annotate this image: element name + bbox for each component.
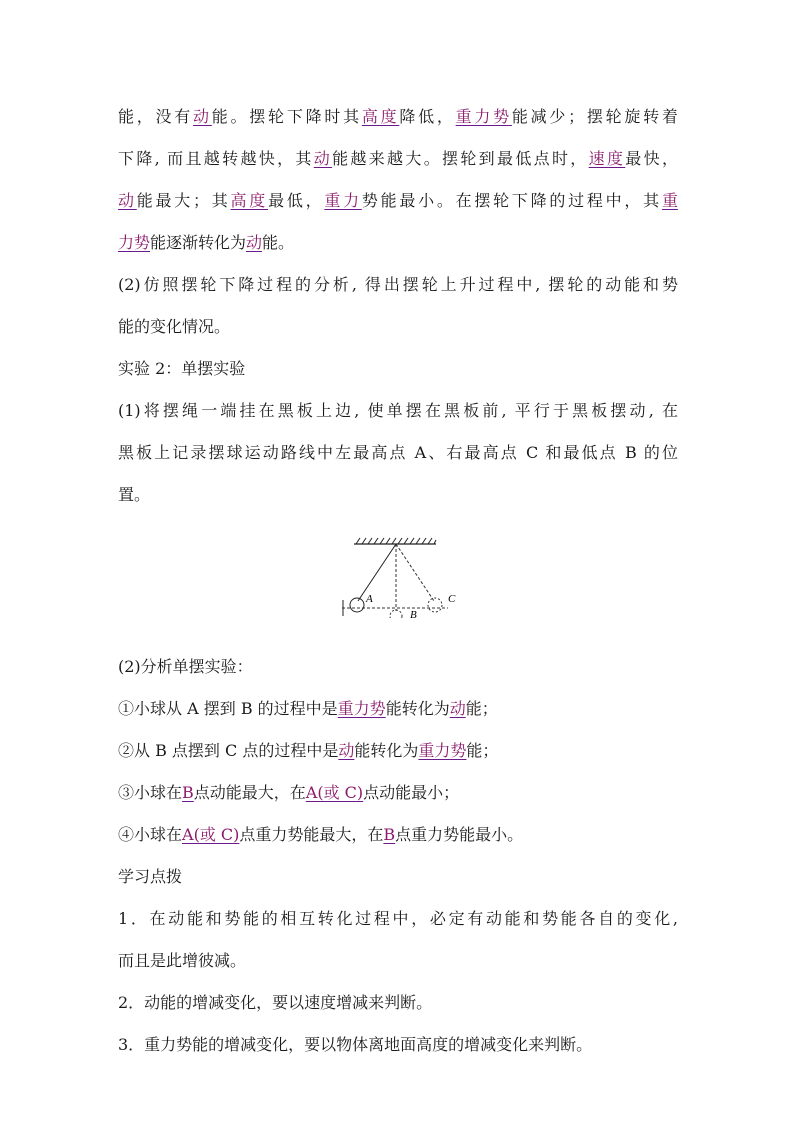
text: 点重力势能最大，在 (239, 825, 384, 844)
document-page (118, 96, 678, 1066)
list-item (118, 772, 678, 814)
answer-blank: 重 (661, 191, 678, 210)
tip-line: 而且是此增彼减。 (118, 951, 247, 970)
paragraph-line: 能的变化情况。 (118, 317, 231, 336)
list-item (118, 688, 678, 730)
section-heading: 实验 2：单摆实验 (118, 359, 246, 378)
label-b: B (410, 609, 417, 618)
text: 点重力势能最小。 (395, 825, 524, 844)
text: 能转化为 (354, 741, 419, 760)
text: 点动能最小； (363, 783, 460, 802)
paragraph-line: (2)分析单摆实验： (118, 657, 253, 676)
ball-b (390, 610, 402, 618)
right-string (396, 544, 434, 601)
section-heading: 学习点拨 (118, 867, 183, 886)
text: 能。 (262, 233, 295, 252)
paragraph-line: (2)仿照摆轮下降过程的分析, 得出摆轮上升过程中, 摆轮的动能和势 (118, 275, 678, 294)
label-a: A (366, 593, 373, 605)
answer-blank: 高度 (230, 191, 269, 210)
text: 最快， (625, 149, 678, 168)
paragraph-line: 黑板上记录摆球运动路线中左最高点 A、右最高点 C 和最低点 B 的位 (118, 443, 678, 462)
text: 能减少；摆轮旋转着 (511, 107, 678, 126)
text: 下降, 而且越转越快，其 (118, 149, 314, 168)
answer-blank: 速度 (588, 149, 626, 168)
text: 势能最小。在摆轮下降的过程中，其 (361, 191, 662, 210)
text: 能最大；其 (136, 191, 231, 210)
answer-blank: 动 (449, 699, 466, 718)
paragraph-line (118, 180, 678, 222)
tip-line: 2．动能的增减变化，要以速度增减来判断。 (118, 993, 433, 1012)
text: ③小球在 (118, 783, 183, 802)
text: 能； (465, 699, 498, 718)
text: 能逐渐转化为 (150, 233, 247, 252)
answer-blank: 动 (338, 741, 355, 760)
paragraph-line: 置。 (118, 485, 151, 504)
paragraph-line (118, 222, 678, 264)
ball-c (428, 598, 442, 612)
answer-blank: 重力势 (418, 741, 467, 760)
label-c: C (448, 593, 456, 605)
answer-blank: 动 (193, 107, 212, 126)
list-item (118, 814, 678, 856)
answer-blank: A(或 C) (182, 825, 240, 844)
text: ②从 B 点摆到 C 点的过程中是 (118, 741, 339, 760)
pendulum-string (358, 544, 396, 601)
answer-blank: 重力 (324, 191, 362, 210)
text: ④小球在 (118, 825, 183, 844)
tip-line: 3．重力势能的增减变化，要以物体离地面高度的增减变化来判断。 (118, 1035, 593, 1054)
answer-blank: 高度 (361, 107, 400, 126)
paragraph-line (118, 96, 678, 138)
ceiling (354, 538, 436, 544)
paragraph-line (118, 138, 678, 180)
text: 点动能最大，在 (193, 783, 306, 802)
ball-a (350, 598, 364, 612)
text: 能越来越大。摆轮到最低点时， (332, 149, 589, 168)
answer-blank: 动 (313, 149, 333, 168)
text: 能转化为 (385, 699, 450, 718)
answer-blank: B (383, 825, 396, 844)
answer-blank: 动 (118, 191, 137, 210)
answer-blank: 动 (246, 233, 263, 252)
answer-blank: A(或 C) (305, 783, 364, 802)
text: ①小球从 A 摆到 B 的过程中是 (118, 699, 338, 718)
pendulum-figure (118, 516, 678, 646)
text: 能。摆轮下降时其 (211, 107, 362, 126)
text: 能，没有 (118, 107, 194, 126)
tip-line: 1．在动能和势能的相互转化过程中，必定有动能和势能各自的变化, (118, 909, 678, 928)
text: 降低， (399, 107, 456, 126)
paragraph-line: (1)将摆绳一端挂在黑板上边, 使单摆在黑板前, 平行于黑板摆动, 在 (118, 401, 678, 420)
answer-blank: 重力势 (337, 699, 386, 718)
text: 能； (466, 741, 499, 760)
answer-blank: 力势 (118, 233, 151, 252)
pendulum-diagram (336, 518, 466, 618)
text: 最低， (268, 191, 325, 210)
answer-blank: 重力势 (455, 107, 512, 126)
answer-blank: B (182, 783, 194, 802)
list-item (118, 730, 678, 772)
